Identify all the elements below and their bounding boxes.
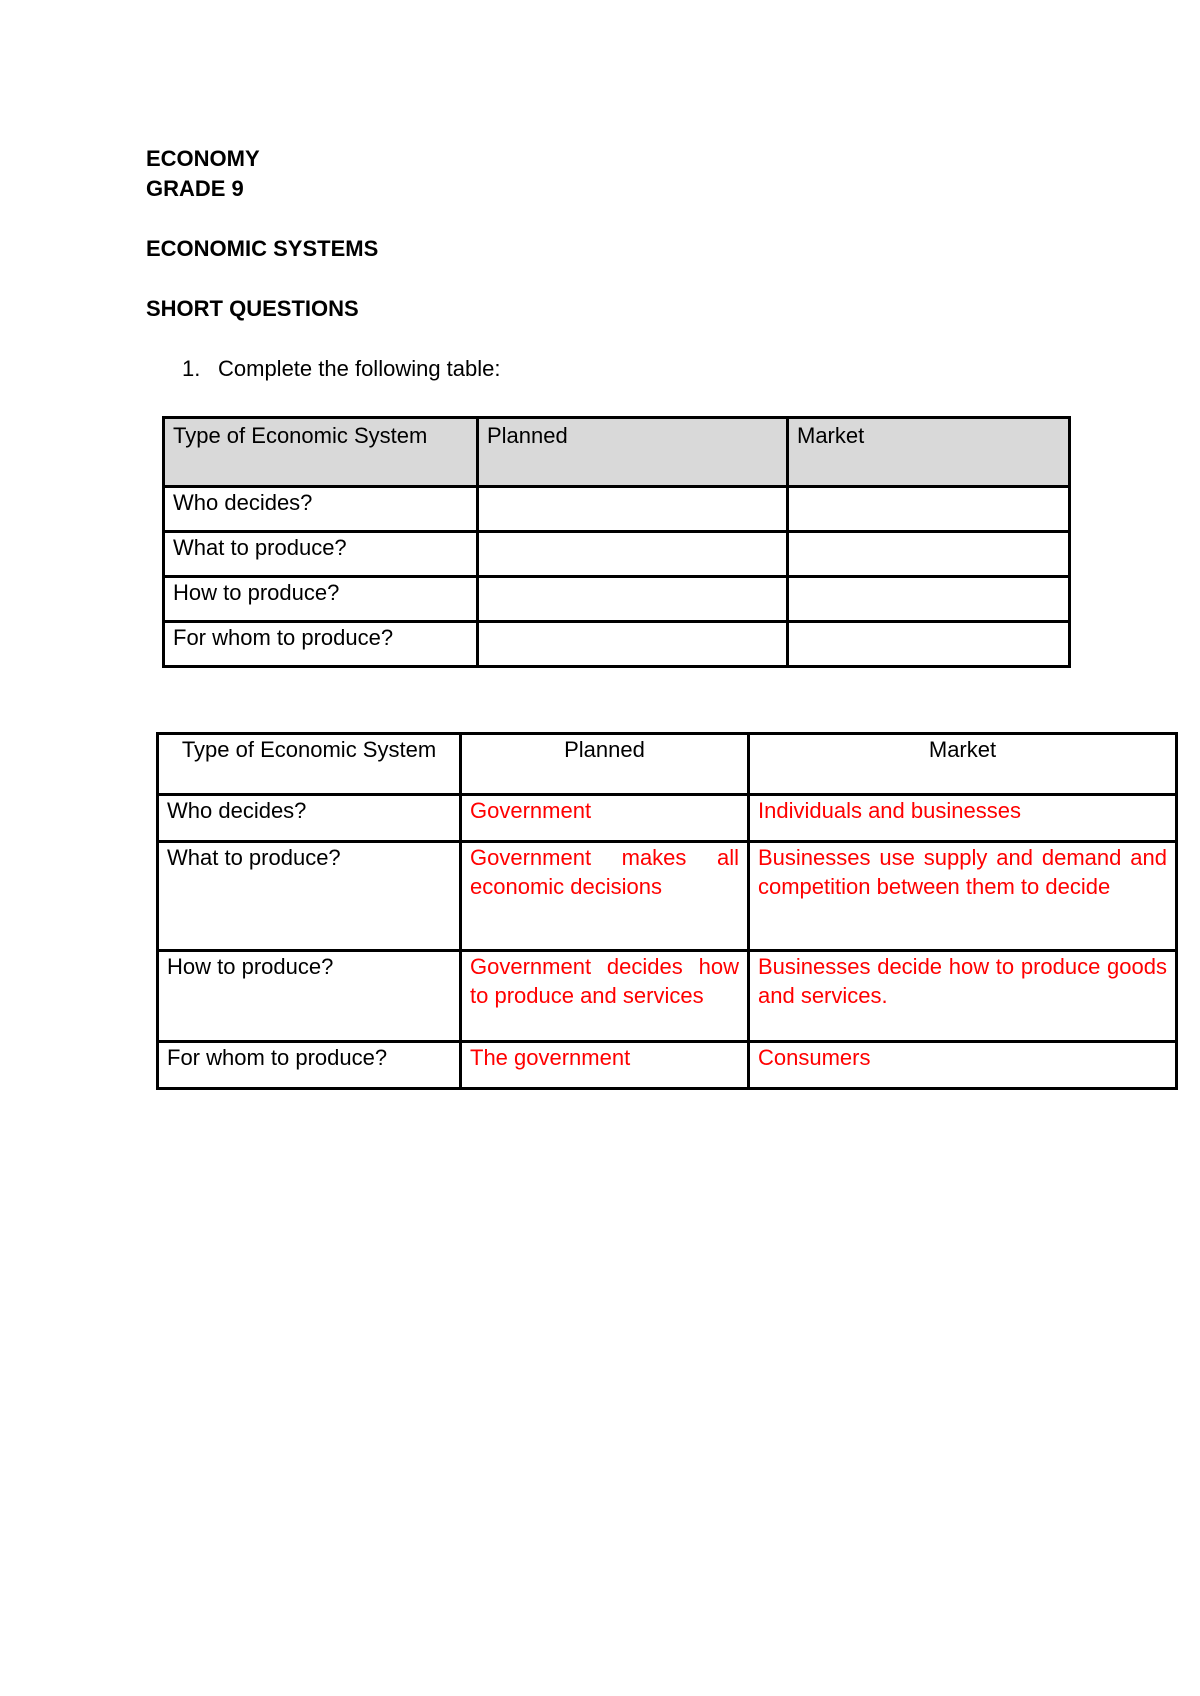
document-topic: ECONOMIC SYSTEMS <box>146 236 379 261</box>
blank-cell-planned[interactable] <box>478 487 788 532</box>
blank-economic-systems-table <box>162 416 1071 668</box>
table-row <box>164 532 1070 577</box>
header-market: Market <box>749 734 1177 795</box>
blank-cell-planned[interactable] <box>478 622 788 667</box>
row-label: How to produce? <box>164 577 478 622</box>
blank-cell-market[interactable] <box>788 622 1070 667</box>
table-row <box>164 577 1070 622</box>
row-label: What to produce? <box>164 532 478 577</box>
header-planned: Planned <box>461 734 749 795</box>
question-1 <box>182 356 501 382</box>
row-label: How to produce? <box>158 951 461 1042</box>
row-label: What to produce? <box>158 842 461 951</box>
blank-cell-planned[interactable] <box>478 532 788 577</box>
table-header-row <box>164 418 1070 487</box>
table-row <box>164 622 1070 667</box>
row-label: Who decides? <box>158 795 461 842</box>
header-planned: Planned <box>478 418 788 487</box>
question-text: Complete the following table: <box>218 356 501 381</box>
header-type: Type of Economic System <box>158 734 461 795</box>
table-row <box>158 1042 1177 1089</box>
answer-market: Individuals and businesses <box>749 795 1177 842</box>
row-label: For whom to produce? <box>158 1042 461 1089</box>
answer-economic-systems-table <box>156 732 1178 1090</box>
answer-market: Businesses use supply and demand and competition between them to decide <box>749 842 1177 951</box>
table-row <box>158 951 1177 1042</box>
row-label: For whom to produce? <box>164 622 478 667</box>
header-type: Type of Economic System <box>164 418 478 487</box>
table-row <box>158 842 1177 951</box>
blank-cell-market[interactable] <box>788 487 1070 532</box>
answer-planned: Government makes all economic decisions <box>461 842 749 951</box>
document-subject: ECONOMY <box>146 146 260 171</box>
answer-market: Businesses decide how to produce goods and services. <box>749 951 1177 1042</box>
row-label: Who decides? <box>164 487 478 532</box>
table-row <box>158 795 1177 842</box>
blank-cell-planned[interactable] <box>478 577 788 622</box>
document-grade: GRADE 9 <box>146 176 244 201</box>
answer-market: Consumers <box>749 1042 1177 1089</box>
question-number: 1. <box>182 356 201 381</box>
blank-cell-market[interactable] <box>788 577 1070 622</box>
table-header-row <box>158 734 1177 795</box>
answer-planned: Government <box>461 795 749 842</box>
section-heading: SHORT QUESTIONS <box>146 296 359 321</box>
answer-planned: Government decides how to produce and services <box>461 951 749 1042</box>
blank-cell-market[interactable] <box>788 532 1070 577</box>
answer-planned: The government <box>461 1042 749 1089</box>
table-row <box>164 487 1070 532</box>
header-market: Market <box>788 418 1070 487</box>
